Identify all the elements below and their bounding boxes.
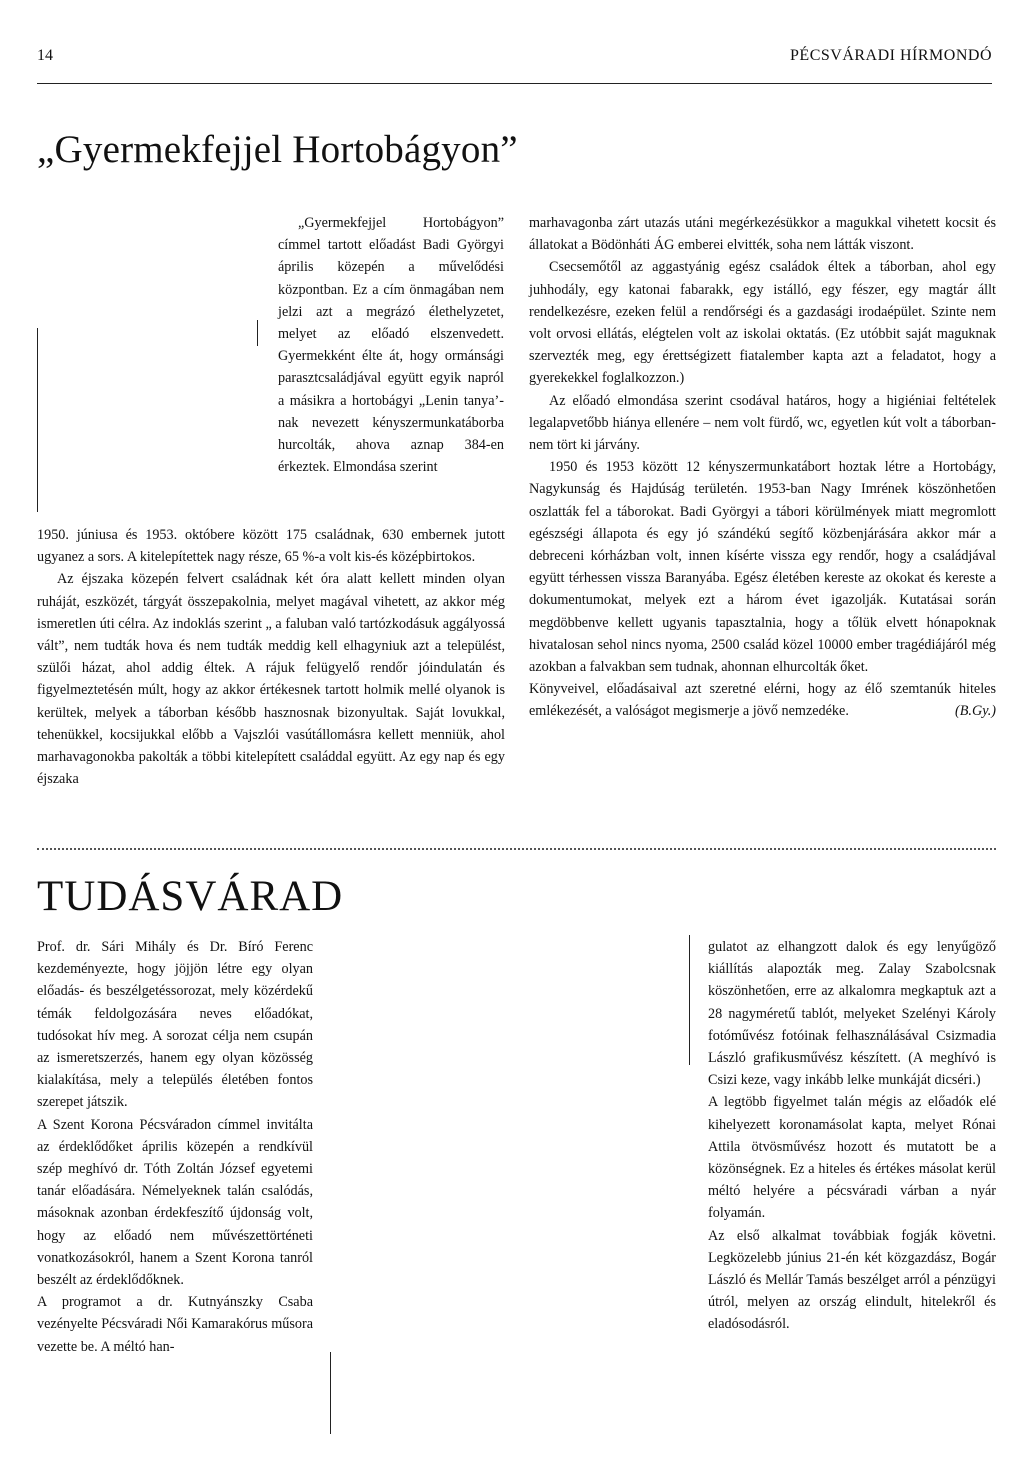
article-paragraph: 1950 és 1953 között 12 kényszermunkatábort hoztak létre a Hortobágy, Nagykunság és Hajdúság területén. 1953-ban Nagy Imrének köszönhetően oszlatták fel a táborokat. Badi Györgyi a tábori körülmények miatt megromlott egészségi állapota és egy jó szándékú segítő közbenjárására akkor már a debreceni kórházban volt, innen kísérte vissza egy rendőr, hogy a családjával együtt térhessen vissza Baranyába. Egész életében kereste az okokat és kereste a dokumentumokat, melyek ezt a három évet igazolják. Kutatásai során megdöbbenve kellett ugyanis tapasztalnia, hogy a tőlük elvett hónapoknak hivatalosan sehol nincs nyoma, 2500 család közel 10000 ember tragédiájáról még azokban a falvakban sem tudnak, ahonnan elhurcolták őket. — [529, 459, 996, 676]
closing-text: Könyveivel, előadásaival azt szeretné elérni, hogy az élő szemtanúk hiteles emlékezését, a valóságot megismerje a jövő nemzedéke. — [529, 681, 996, 720]
column-rule — [689, 935, 690, 1065]
section-paragraph: gulatot az elhangzott dalok és egy lenyűgöző kiállítás alapozták meg. Zalay Szabolcsnak köszönhetően, erre az alkalomra megkaptuk azt a 28 nagyméretű tablót, melyeket Szelényi Károly fotóművész fotóinak felhasználásával Csizmadia László grafikusművész készített. (A meghívó is Csizi keze, vagy inkább lelke munkáját dicséri.) — [708, 939, 996, 1089]
author-signature: (B.Gy.) — [955, 703, 996, 720]
header-rule — [37, 83, 992, 84]
photo-placeholder-frame — [37, 328, 255, 512]
section-right-column — [708, 936, 996, 1336]
section-left-column — [37, 936, 313, 1358]
article-intro — [278, 212, 504, 478]
section-paragraph: A programot a dr. Kutnyánszky Csaba vezényelte Pécsváradi Női Kamarakórus műsora vezette be. A méltó han- — [37, 1294, 313, 1355]
article-right-column — [529, 212, 996, 723]
section-paragraph: Az első alkalmat továbbiak fogják követni. Legközelebb június 21-én két közgazdász, Bogár László és Mellár Tamás beszélget arról a pénzügyi útról, melyen az ország elindult, hitelekről és eladósodásról. — [708, 1227, 996, 1333]
article-paragraph: Csecsemőtől az aggastyánig egész családok éltek a táborban, ahol egy juhhodály, egy katonai fabarakk, egy istálló, egy fészer, egy magtár állt rendelkezésre, ezeken felül a rendőrségi és a gazdasági irodaépület. Szinte nem volt orvosi ellátás, elégtelen volt az iskolai oktatás. (Ez utóbbit saját maguknak szervezték meg, egy érettségizett fiatalember kapta azt a feladatot, hogy a gyerekekkel foglalkozzon.) — [529, 259, 996, 387]
article-left-column — [37, 524, 505, 790]
article-paragraph — [529, 678, 996, 722]
column-rule — [330, 1352, 331, 1434]
page-number: 14 — [37, 47, 53, 64]
article-intro-paragraph: „Gyermekfejjel Hortobágyon” címmel tartott előadást Badi Györgyi április közepén a művelődési központban. Ez a cím önmagában nem jelzi azt a megrázó élethelyzetet, melyet az előadó elszenvedett. Gyermekként élte át, hogy ormánsági parasztcsaládjával együtt egyik napról a másikra a hortobágyi „Lenin tanya’-nak nevezett kényszermunkatáborba hurcolták, ahova aznap 384-en érkeztek. Elmondása szerint — [278, 215, 504, 476]
section-paragraph: Prof. dr. Sári Mihály és Dr. Bíró Ferenc kezdeményezte, hogy jöjjön létre egy olyan előadás- és beszélgetéssorozat, mely közérdekű témák feldolgozására neves előadókat, tudósokat hív meg. A sorozat célja nem csupán az ismeretszerzés, hanem egy olyan közösség kialakítása, mely a település életében fontos szerepet játszik. — [37, 939, 313, 1111]
section-divider — [37, 848, 996, 850]
section-paragraph: A Szent Korona Pécsváradon címmel invitálta az érdeklődőket április közepén a rendkívül szép meghívó dr. Tóth Zoltán József egyetemi tanár előadására. Némelyeknek talán csalódás, másoknak azonban érdekfeszítő újdonság volt, hogy az előadó nem művészettörténeti vonatkozásokról, hanem a Szent Korona tanról beszélt az érdeklődőknek. — [37, 1116, 313, 1289]
section-paragraph: A legtöbb figyelmet talán mégis az előadók elé kihelyezett koronamásolat kapta, melyet Rónai Attila ötvösművész hozott és mutatott be a közönségnek. Ez a hiteles és értékes másolat kerül méltó helyére a pécsváradi várban a nyár folyamán. — [708, 1094, 996, 1222]
article-paragraph: marhavagonba zárt utazás utáni megérkezésükkor a magukkal vihetett kocsit és állatokat a Bödönháti ÁG emberei elvitték, soha nem látták viszont. — [529, 215, 996, 254]
article-paragraph: Az előadó elmondása szerint csodával határos, hogy a higiéniai feltételek legalapvetőbb hiánya ellenére – nem volt fürdő, wc, egyetlen kút volt a táborban- nem tört ki járvány. — [529, 392, 996, 454]
article-title: „Gyermekfejjel Hortobágyon” — [37, 128, 518, 171]
running-header: PÉCSVÁRADI HÍRMONDÓ — [790, 47, 992, 64]
section-title: TUDÁSVÁRAD — [37, 873, 344, 920]
article-paragraph: Az éjszaka közepén felvert családnak két óra alatt kellett minden olyan ruháját, eszközét, tárgyát összepakolnia, melyet magával vihetett, az akkor még ismeretlen úti célra. Az indoklás szerint „ a faluban való tartózkodásuk aggályossá vált”, nem tudták hova és nem tudták meddig kell elhagyniuk azt a települést, szülői házat, ahol addig éltek. A rájuk felügyelő rendőr jóindulatán és figyelmeztetésén múlt, hogy az akkor értékesnek tartott holmik mellé olyanok is kerültek, melyek a táborban később hasznosnak bizonyultak. Saját lovukkal, tehenükkel, kocsijukkal előbb a Vajszlói vasútállomásra kellett menniük, ahol marhavagonokba pakolták a többi kitelepített családdal együtt. Az egy nap és egy éjszaka — [37, 571, 505, 788]
article-paragraph: 1950. júniusa és 1953. októbere között 175 családnak, 630 embernek jutott ugyanez a sors. A kitelepítettek nagy része, 65 %-a volt kis-és középbirtokos. — [37, 527, 505, 566]
